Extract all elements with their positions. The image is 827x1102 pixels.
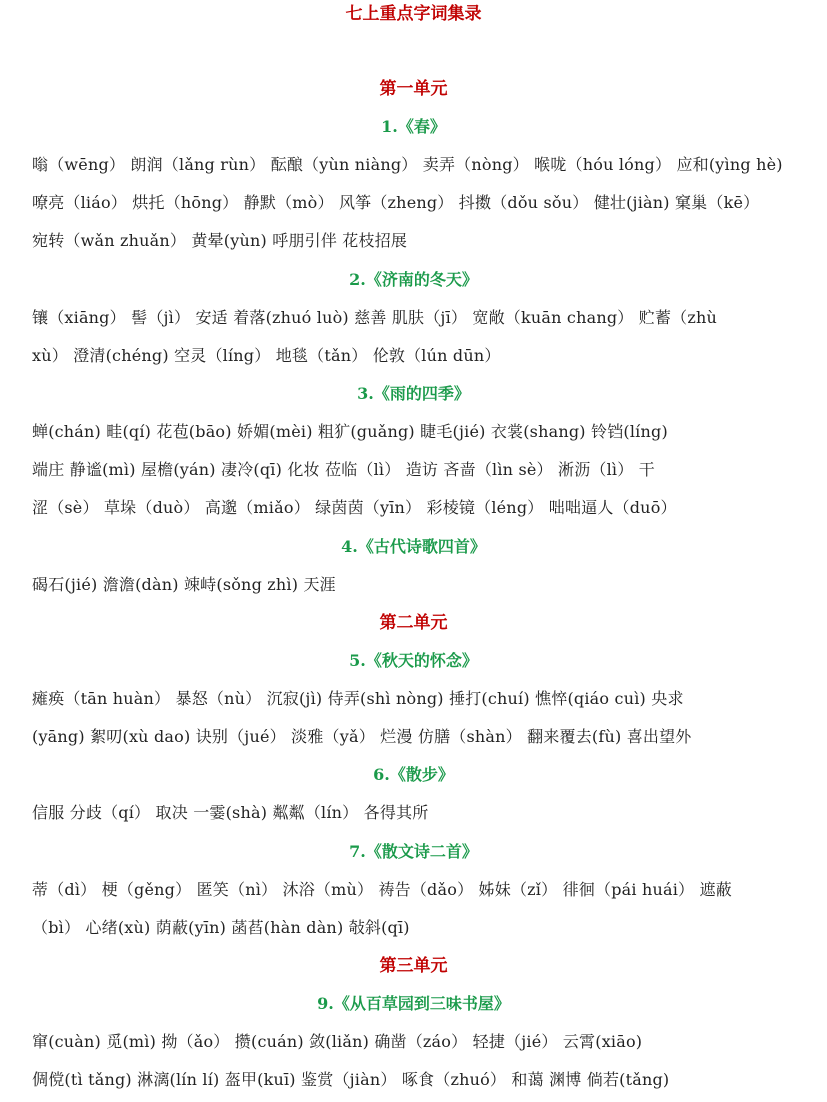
word-line-3: 宛转（wǎn zhuǎn） 黄晕(yùn) 呼朋引伴 花枝招展 bbox=[32, 231, 408, 250]
word-line-12: 信服 分歧（qí） 取决 一霎(shà) 粼粼（lín） 各得其所 bbox=[32, 803, 429, 822]
word-line-6: 蝉(chán) 畦(qí) 花苞(bāo) 娇媚(mèi) 粗犷(guǎng) 睫毛(jié) 衣裳(shang) 铃铛(líng) bbox=[32, 422, 668, 441]
word-line-4: 镶（xiāng） 髻（jì） 安适 着落(zhuó luò) 慈善 肌肤（jī） 宽敞（kuān chang） 贮蓄（zhù bbox=[32, 308, 718, 327]
word-line-10: 瘫痪（tān huàn） 暴怒（nù） 沉寂(jì) 侍弄(shì nòng) 捶打(chuí) 憔悴(qiáo cuì) 央求 bbox=[32, 689, 684, 708]
word-line-2: 嘹亮（liáo） 烘托（hōng） 静默（mò） 风筝（zheng） 抖擞（dǒu sǒu） 健壮(jiàn) 窠巢（kē） bbox=[32, 193, 760, 212]
word-line-13: 蒂（dì） 梗（gěng） 匿笑（nì） 沐浴（mù） 祷告（dǎo） 姊妹（zǐ） 徘徊（pái huái） 遮蔽 bbox=[32, 880, 732, 899]
word-line-9: 碣石(jié) 澹澹(dàn) 竦峙(sǒng zhì) 天涯 bbox=[32, 575, 336, 594]
word-line-15: 窜(cuàn) 觅(mì) 拗（ǎo） 攒(cuán) 敛(liǎn) 确凿（záo） 轻捷（jié） 云霄(xiāo) bbox=[32, 1032, 643, 1051]
lesson-heading-6: 6.《散步》 bbox=[373, 765, 454, 784]
lesson-heading-5: 5.《秋天的怀念》 bbox=[349, 651, 478, 670]
unit-heading-3: 第三单元 bbox=[379, 956, 448, 976]
document-title: 七上重点字词集录 bbox=[345, 4, 482, 24]
word-line-1: 嗡（wēng） 朗润（lǎng rùn） 酝酿（yùn niàng） 卖弄（nòng） 喉咙（hóu lóng） 应和(yìng hè) bbox=[32, 155, 783, 174]
lesson-heading-3: 3.《雨的四季》 bbox=[357, 384, 470, 403]
lesson-heading-7: 7.《散文诗二首》 bbox=[349, 842, 478, 861]
word-line-7: 端庄 静谧(mì) 屋檐(yán) 凄冷(qī) 化妆 莅临（lì） 造访 吝啬（lìn sè） 淅沥（lì） 干 bbox=[32, 460, 655, 479]
lesson-heading-2: 2.《济南的冬天》 bbox=[349, 270, 478, 289]
unit-heading-1: 第一单元 bbox=[379, 79, 448, 99]
word-line-11: (yāng) 絮叨(xù dao) 诀别（jué） 淡雅（yǎ） 烂漫 仿膳（shàn） 翻来覆去(fù) 喜出望外 bbox=[32, 727, 692, 746]
lesson-heading-8: 9.《从百草园到三味书屋》 bbox=[317, 994, 510, 1013]
lesson-heading-4: 4.《古代诗歌四首》 bbox=[341, 537, 486, 556]
word-line-16: 倜傥(tì tǎng) 淋漓(lín lí) 盔甲(kuī) 鉴赏（jiàn） 啄食（zhuó） 和蔼 渊博 倘若(tǎng) bbox=[32, 1070, 670, 1089]
word-line-5: xù） 澄清(chéng) 空灵（líng） 地毯（tǎn） 伦敦（lún dūn） bbox=[32, 346, 501, 365]
word-line-8: 涩（sè） 草垛（duò） 高邈（miǎo） 绿茵茵（yīn） 彩棱镜（léng） 咄咄逼人（duō） bbox=[32, 498, 677, 517]
unit-heading-2: 第二单元 bbox=[379, 613, 448, 633]
lesson-heading-1: 1.《春》 bbox=[381, 117, 446, 136]
word-line-14: （bì） 心绪(xù) 荫蔽(yīn) 菡萏(hàn dàn) 敧斜(qī) bbox=[32, 918, 410, 937]
